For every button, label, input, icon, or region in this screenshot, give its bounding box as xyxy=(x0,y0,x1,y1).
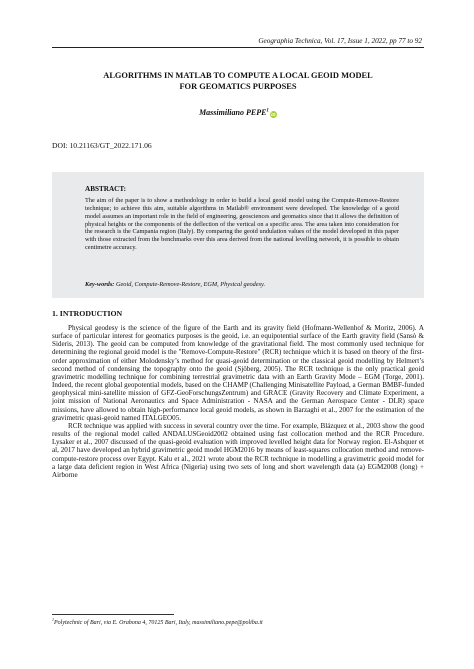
orcid-icon[interactable]: iD xyxy=(271,112,276,117)
paper-title xyxy=(52,70,424,92)
abstract-heading: ABSTRACT: xyxy=(85,185,127,193)
title-line-2: FOR GEOMATICS PURPOSES xyxy=(179,82,297,91)
footnote-rule xyxy=(52,614,174,615)
footnote-mark: 1 xyxy=(52,617,54,622)
paragraph: Physical geodesy is the science of the figure of the Earth and its gravity field (Hofmann-Wellenhof & Moritz, 2006). A surface of particular interest for geomatics purposes is the geoid, i.e. an equipotential surface of the Earth gravity field (Sansò & Sideris, 2013). The geoid can be computed from knowledge of the gravitational field. The most commonly used technique for determining the regional geoid model is the "Remove-Compute-Restore" (RCR) technique which it is based on theory of the first-order approximation of either Molodensky’s method for quasi-geoid determination or the classical geoid modelling by Helmert’s second method of condensing the topography onto the geoid (Sjöberg, 2005). The RCR technique is the only practical geoid gravimetric modelling technique for combining terrestrial gravimetric data with an Earth Gravity Mode – EGM (Torge, 2001). Indeed, the recent global geopotential models, based on the CHAMP (Challenging Minisatellite Payload, a German BMBF-funded geophysical mini-satellite mission of GFZ-GeoForschungsZentrum) and GRACE (Gravity Recovery and Climate Experiment, a joint mission of National Aeronautics and Space Administration - NASA and the German Aerospace Center - DLR) space missions, have allowed to obtain high-performance local geoid models, as shown in Barzaghi et al., 2007 for the estimation of the gravimetric quasi-geoid named ITALGEO05. xyxy=(52,324,424,422)
keywords-label: Key-words: xyxy=(85,281,115,288)
footnote-text: Polytechnic of Bari, via E. Orabona 4, 70125 Bari, Italy, massimiliano.pepe@poliba.it xyxy=(54,620,263,626)
title-line-1: ALGORITHMS IN MATLAB TO COMPUTE A LOCAL GEOID MODEL xyxy=(103,71,373,80)
header-rule xyxy=(52,47,424,48)
author-name: Massimiliano PEPE xyxy=(199,108,267,117)
author-line xyxy=(52,108,424,118)
section-heading-introduction: 1. INTRODUCTION xyxy=(52,309,123,318)
running-header: Geographia Technica, Vol. 17, Issue 1, 2022, pp 77 to 92 xyxy=(258,37,422,45)
doi: DOI: 10.21163/GT_2022.171.06 xyxy=(52,141,152,150)
paragraph: RCR technique was applied with success in several country over the time. For example, Blázquez et al., 2003 show the good results of the regional model called ANDALUSGeoid2002 obtained using fast collocation method and the RCR Procedure. Lysaker et al., 2007 discussed of the quasi-geoid evaluation with improved levelled height data for Norway region. El-Ashquer et al, 2017 have developed an hybrid gravimetric geoid model HGM2016 by means of least-squares collocation method and remove-compute-restore process over Egypt. Kalu et al., 2021 wrote about the RCR technique in modelling a gravimetric geoid model for a large data deficient region in West Africa (Nigeria) using two sets of long and short wavelength data (a) EGM2008 (long) + Airborne xyxy=(52,421,424,479)
footnote xyxy=(52,617,263,626)
abstract-text: The aim of the paper is to show a methodology in order to build a local geoid model using the Compute-Remove-Restore technique; to achieve this aim, suitable algorithms in Matlab® environment were developed. The knowledge of a geoid model assumes an important role in the field of engineering, geosciences and geomatics since that it allows the definition of physical heights or the components of the deflection of the vertical on a specific area. The area taken into consideration for the research is the Campania region (Italy). By comparing the geoid undulation values of the model developed in this paper with those extracted from the benchmarks over this area derived from the national levelling network, it is possible to obtain centimetre accuracy. xyxy=(85,197,399,252)
keywords-list: Geoid, Compute-Remove-Restore, EGM, Physical geodesy. xyxy=(115,281,266,288)
keywords xyxy=(85,281,399,288)
introduction-body xyxy=(52,324,424,479)
author-affiliation-mark: 1 xyxy=(266,108,269,114)
